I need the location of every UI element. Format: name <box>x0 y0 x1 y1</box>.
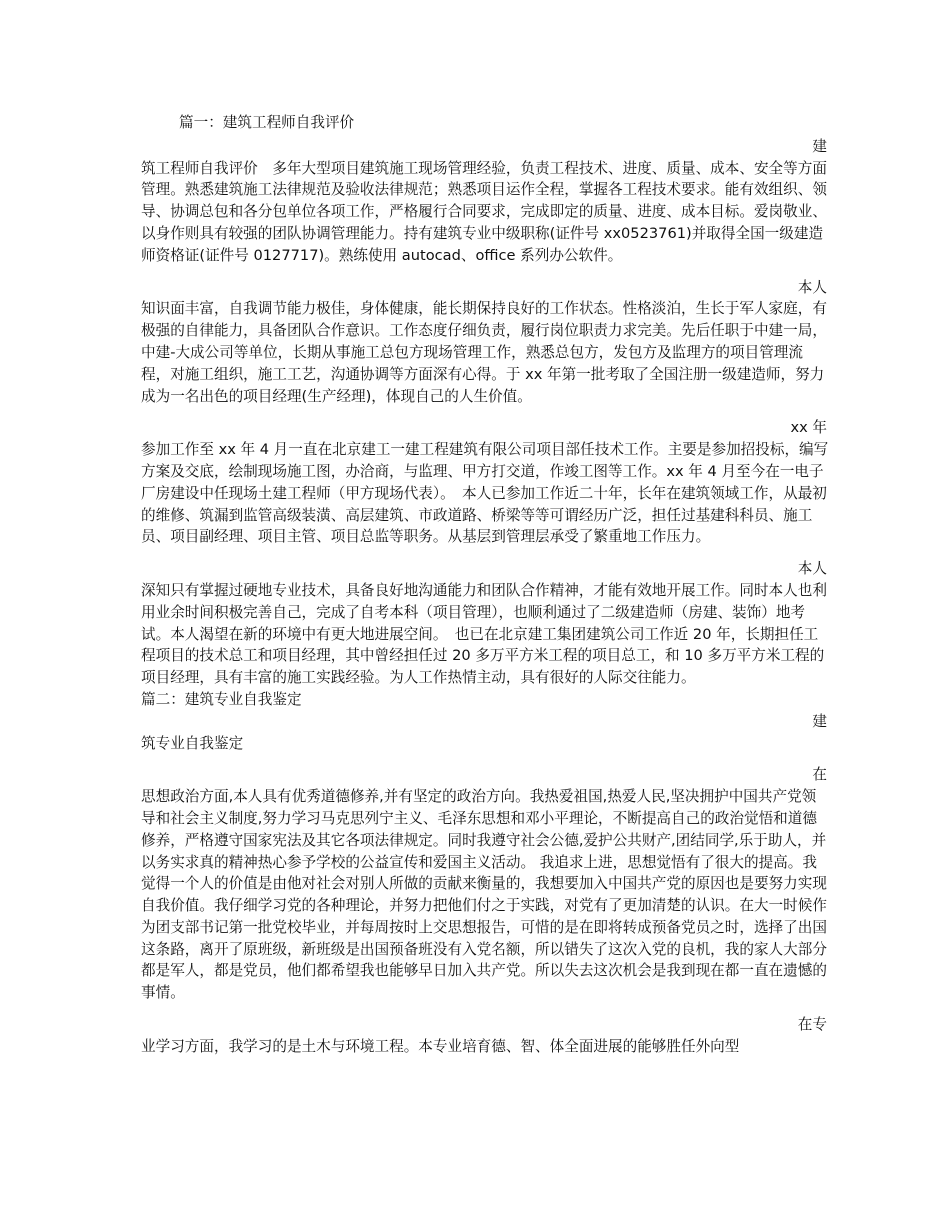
section-2-lead-3: 在专 <box>797 1016 827 1034</box>
section-1-paragraph-4: 深知只有掌握过硬地专业技术，具备良好地沟通能力和团队合作精神，才能有效地开展工作。同时本人也利用业余时间积极完善自己，完成了自考本科（项目管理），也顺利通过了二级建造师（房建、装饰）地考试。本人渴望在新的环境中有更大地进展空间。 也已在北京建工集团建筑公司工作近 20 年，长期担任工程项目的技术总工和项目经理，其中曾经担任过 20 多万平方米工程的项目总工，和 10 多万平方米工程的项目经理，具有丰富的施工实践经验。为人工作热情主动，具有很好的人际交往能力。 <box>141 581 827 687</box>
section-1-paragraph-2: 知识面丰富，自我调节能力极佳，身体健康，能长期保持良好的工作状态。性格淡泊，生长于军人家庭，有极强的自律能力，具备团队合作意识。工作态度仔细负责，履行岗位职责力求完美。先后任职于中建一局，中建-大成公司等单位，长期从事施工总包方现场管理工作，熟悉总包方，发包方及监理方的项目管理流程，对施工组织，施工工艺，沟通协调等方面深有心得。于 xx 年第一批考取了全国注册一级建造师，努力成为一名出色的项目经理(生产经理)，体现自己的人生价值。 <box>141 300 827 405</box>
section-1-paragraph-1: 筑工程师自我评价 多年大型项目建筑施工现场管理经验，负责工程技术、进度、质量、成本、安全等方面管理。熟悉建筑施工法律规范及验收法律规范；熟悉项目运作全程，掌握各工程技术要求。能有效组织、领导、协调总包和各分包单位各项工作，严格履行合同要求，完成即定的质量、进度、成本目标。爱岗敬业、以身作则具有较强的团队协调管理能力。持有建筑专业中级职称(证件号 xx0523761)并取得全国一级建造师资格证(证件号 0127717)。熟练使用 autocad、office 系列办公软件。 <box>141 159 827 264</box>
section-2-lead: 建 <box>812 712 827 730</box>
section-1-lead-4: 本人 <box>797 560 827 578</box>
section-2-paragraph-1: 思想政治方面,本人具有优秀道德修养,并有坚定的政治方向。我热爱祖国,热爱人民,坚决拥护中国共产党领导和社会主义制度,努力学习马克思列宁主义、毛泽东思想和邓小平理论，不断提高自己的政治觉悟和道德修养，严格遵守国家宪法及其它各项法律规定。同时我遵守社会公德,爱护公共财产,团结同学,乐于助人，并以务实求真的精神热心参予学校的公益宣传和爱国主义活动。 我追求上进，思想觉悟有了很大的提高。我觉得一个人的价值是由他对社会对别人所做的贡献来衡量的，我想要加入中国共产党的原因也是要努力实现自我价值。我仔细学习党的各种理论，并努力把他们付之于实践，对党有了更加清楚的认识。在大一时候作为团支部书记第一批党校毕业，并每周按时上交思想报告，可惜的是在即将转成预备党员之时，选择了出国这条路，离开了原班级，新班级是出国预备班没有入党名额，所以错失了这次入党的良机，我的家人大部分都是军人，都是党员，他们都希望我也能够早日加入共产党。所以失去这次机会是我到现在都一直在遗憾的事情。 <box>141 788 827 1002</box>
section-1-title: 篇一：建筑工程师自我评价 <box>179 114 355 131</box>
section-2-subtitle: 筑专业自我鉴定 <box>141 734 244 752</box>
section-2-paragraph-2: 业学习方面，我学习的是土木与环境工程。本专业培育德、智、体全面进展的能够胜任外向型 <box>141 1037 740 1055</box>
section-1-lead: 建 <box>812 137 827 155</box>
section-2-lead-2: 在 <box>812 766 827 784</box>
section-1-lead-3: xx 年 <box>790 419 827 437</box>
section-1-paragraph-3: 参加工作至 xx 年 4 月一直在北京建工一建工程建筑有限公司项目部任技术工作。主要是参加招投标，编写方案及交底，绘制现场施工图，办洽商，与监理、甲方打交道，作竣工图等工作。xx 年 4 月至今在一电子厂房建设中任现场土建工程师（甲方现场代表）。 本人已参加工作近二十年，长年在建筑领域工作，从最初的维修、筑漏到监管高级装潢、高层建筑、市政道路、桥梁等等可谓经历广泛，担任过基建科科员、施工员、项目副经理、项目主管、项目总监等职务。从基层到管理层承受了繁重地工作压力。 <box>141 441 829 546</box>
section-2-title: 篇二：建筑专业自我鉴定 <box>141 690 302 708</box>
document-body <box>141 112 829 1058</box>
section-1-lead-2: 本人 <box>797 278 827 296</box>
